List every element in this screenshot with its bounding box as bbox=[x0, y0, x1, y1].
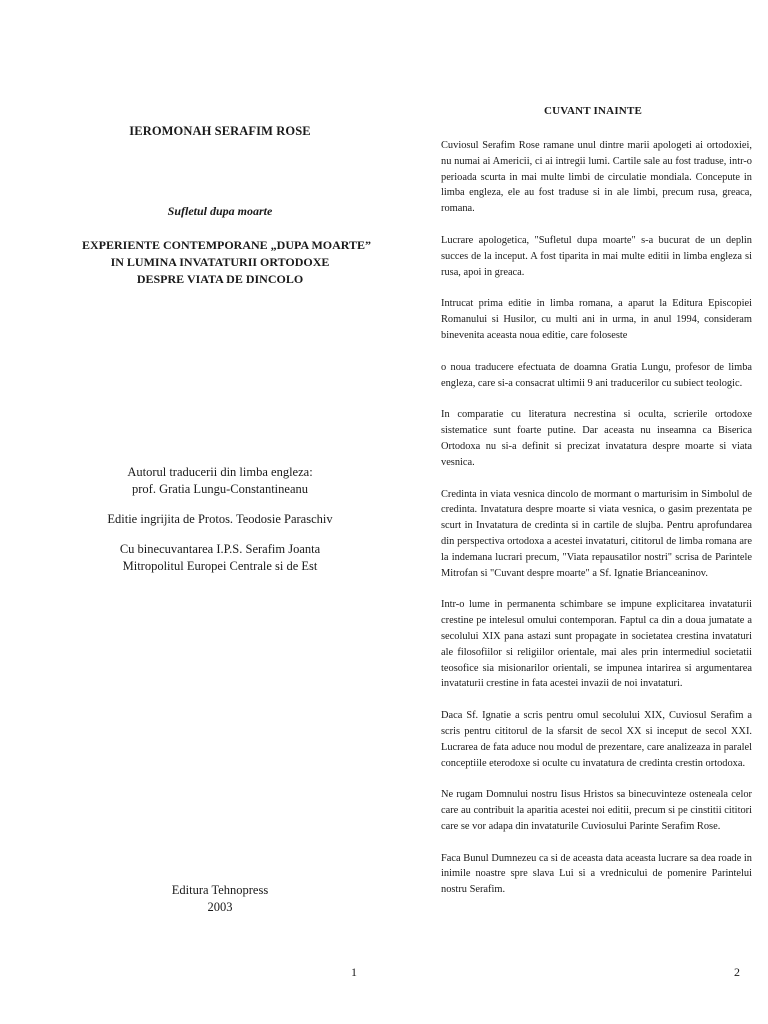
foreword-paragraph: o noua traducere efectuata de doamna Gratia Lungu, profesor de limba engleza, care si-a consacrat ultimii 9 ani traducerilor cu subiect teologic. bbox=[441, 361, 752, 389]
publisher-block bbox=[82, 882, 358, 916]
subtitle-line: IN LUMINA INVATATURII ORTODOXE bbox=[110, 255, 330, 269]
translator-line: prof. Gratia Lungu-Constantineanu bbox=[132, 482, 308, 496]
book-title: Sufletul dupa moarte bbox=[167, 204, 273, 218]
foreword-paragraph: Intr-o lume in permanenta schimbare se impune explicitarea invataturii crestine pe intelesul omului contemporan. Faptul ca din a doua jumatate a secolului XIX pana astazi sunt propagate in societatea crestina invataturi ale filosofiilor si religiilor orientale, mai ales prin intermediul societatii teosofice sia misionarilor orientali, se impunea intarirea si argumentarea invataturii crestine in fata acestei invazii de noi invataturi. bbox=[441, 599, 752, 690]
foreword-page bbox=[428, 0, 758, 1024]
editor-line: Editie ingrijita de Protos. Teodosie Paraschiv bbox=[107, 512, 333, 526]
foreword-body bbox=[441, 138, 752, 914]
publication-year: 2003 bbox=[207, 900, 233, 914]
foreword-paragraph: Cuviosul Serafim Rose ramane unul dintre marii apologeti ai ortodoxiei, nu numai ai Americii, ci ai intregii lumi. Cartile sale au fost traduse, intr-o perioada scurta in mai multe limbi de circulatie mondiala. Concepute in limba engleza, ele au fost traduse si in ale limbi, precum rusa, greaca, romana. bbox=[441, 140, 752, 215]
subtitle-line: EXPERIENTE CONTEMPORANE „DUPA MOARTE” bbox=[82, 238, 372, 252]
foreword-paragraph: Faca Bunul Dumnezeu ca si de aceasta data aceasta lucrare sa dea roade in inimile noastre spre slava Lui si a vrednicului de pomenire Parintelui nostru Serafim. bbox=[441, 852, 752, 896]
credits-block bbox=[82, 464, 358, 588]
page-number: 1 bbox=[351, 965, 357, 979]
subtitle-line: DESPRE VIATA DE DINCOLO bbox=[136, 272, 304, 286]
foreword-heading: CUVANT INAINTE bbox=[543, 105, 643, 117]
translator-line: Autorul traducerii din limba engleza: bbox=[127, 465, 313, 479]
book-subtitle bbox=[82, 237, 372, 288]
translator-credit bbox=[82, 464, 358, 498]
blessing-line: Mitropolitul Europei Centrale si de Est bbox=[122, 559, 318, 573]
foreword-paragraph: Credinta in viata vesnica dincolo de mormant o marturisim in Simbolul de credinta. Invatatura despre moarte si viata vesnica, o gasim prezentata pe scurt in Invatatura de credinta si in cartile de slujba. Pentru aprofundarea din perspectiva ortodoxa a acestei invataturi, cititorul de limba romana are la indemana lucrari precum, "Viata repausatilor nostri" scrisa de Parintele Mitrofan si "Cuvant despre moarte" a Sf. Ignatie Brianceaninov. bbox=[441, 488, 752, 579]
editor-credit bbox=[82, 511, 358, 528]
foreword-paragraph: In comparatie cu literatura necrestina si oculta, scrierile ortodoxe sistematice sunt foarte putine. Dar aceasta nu inseamna ca Biserica Ortodoxa nu si-a definit si precizat invatatura despre moarte si viata vesnica. bbox=[441, 409, 752, 468]
foreword-paragraph: Lucrare apologetica, "Sufletul dupa moarte" s-a bucurat de un deplin succes de la inceput. A fost tiparita in mai multe editii in limba engleza si rusa, apoi in greaca. bbox=[441, 234, 752, 278]
publisher-name: Editura Tehnopress bbox=[171, 883, 269, 897]
foreword-paragraph: Daca Sf. Ignatie a scris pentru omul secolului XIX, Cuviosul Serafim a scris pentru cititorul de la sfarsit de secol XX si inceput de secol XXI. Lucrarea de fata aduce nou modul de prezentare, care analizeaza in paralel conceptiile eterodoxe si oculte cu invatatura de credinta crestin ortodoxa. bbox=[441, 710, 752, 769]
page-number: 2 bbox=[734, 965, 740, 979]
foreword-paragraph: Intrucat prima editie in limba romana, a aparut la Editura Episcopiei Romanului si Husilor, cu multi ani in urma, in anul 1994, consideram binevenita aceasta noua editie, care foloseste bbox=[441, 298, 752, 341]
blessing-line: Cu binecuvantarea I.P.S. Serafim Joanta bbox=[119, 542, 321, 556]
blessing-credit bbox=[82, 541, 358, 575]
author-name: IEROMONAH SERAFIM ROSE bbox=[129, 124, 311, 138]
foreword-paragraph: Ne rugam Domnului nostru Iisus Hristos sa binecuvinteze osteneala celor care au contribuit la aparitia acestei noi editii, precum si pe cinstitii cititori care se vor adapa din invataturile Cuviosului Parinte Serafim Rose. bbox=[441, 789, 752, 832]
